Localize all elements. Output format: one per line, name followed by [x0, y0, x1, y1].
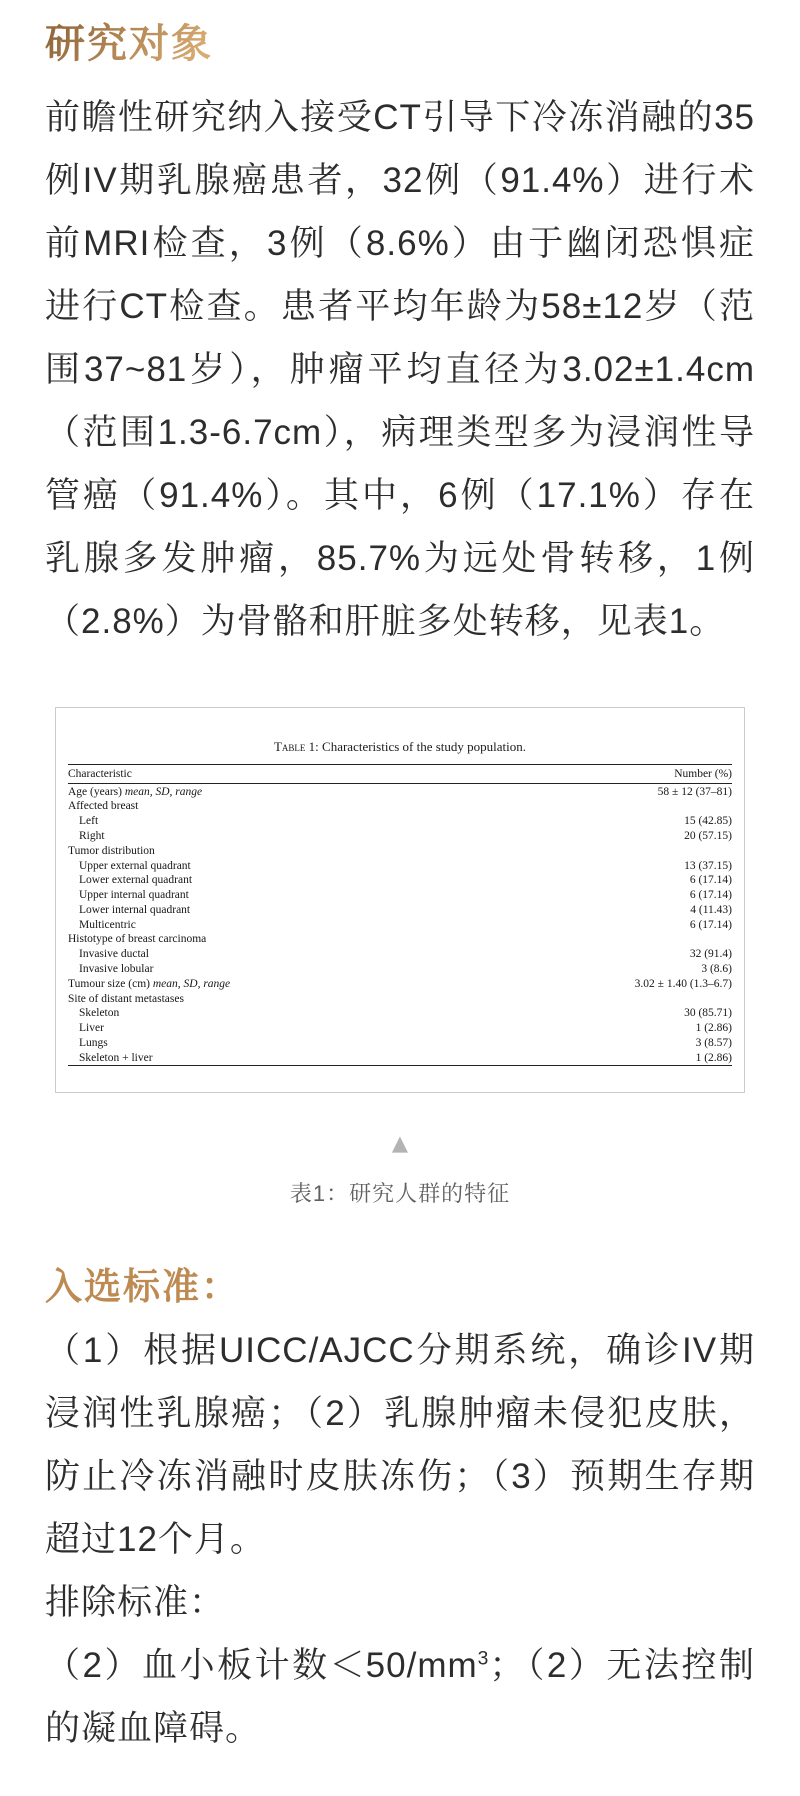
row-value: 20 (57.15): [684, 829, 732, 842]
row-value: 32 (91.4): [689, 948, 732, 961]
row-value: 4 (11.43): [690, 903, 732, 916]
row-value: 6 (17.14): [689, 889, 732, 902]
row-value: 30 (85.71): [684, 1007, 732, 1020]
table-row: [68, 1050, 732, 1065]
row-label: Liver: [79, 1022, 104, 1035]
table-row: [68, 1006, 732, 1021]
row-label: Skeleton: [79, 1007, 120, 1020]
row-label: Left: [79, 815, 99, 828]
table-row: [68, 784, 732, 799]
row-label: Upper internal quadrant: [79, 889, 189, 902]
row-value: [483, 799, 732, 814]
row-value: 3.02 ± 1.40 (1.3–6.7): [634, 977, 732, 990]
table-row: [68, 873, 732, 888]
paragraph-study-population: 前瞻性研究纳入接受CT引导下冷冻消融的35例IV期乳腺癌患者，32例（91.4%）进行术前MRI检查，3例（8.6%）由于幽闭恐惧症进行CT检查。患者平均年龄为58±12岁（范围37~81岁），肿瘤平均直径为3.02±1.4cm（范围1.3-6.7cm），病理类型多为浸润性导管癌（91.4%）。其中，6例（17.1%）存在乳腺多发肿瘤，85.7%为远处骨转移，1例（2.8%）为骨骼和肝脏多处转移，见表1。: [45, 98, 755, 641]
table-row: [68, 962, 732, 977]
column-header-characteristic: Characteristic: [68, 765, 483, 784]
row-label: Invasive ductal: [79, 948, 149, 961]
row-value: [483, 932, 732, 947]
table-row: [68, 888, 732, 903]
row-label: Lower external quadrant: [79, 874, 193, 887]
table-row: [68, 814, 732, 829]
section-title-inclusion-criteria: 入选标准：: [45, 1266, 240, 1308]
row-value: 1 (2.86): [483, 1050, 732, 1065]
row-label: Age (years) mean, SD, range: [68, 785, 203, 798]
table-title-text: Characteristics of the study population.: [322, 739, 527, 754]
row-label: Tumor distribution: [68, 844, 155, 857]
study-population-table: [68, 764, 732, 1066]
row-label: Histotype of breast carcinoma: [68, 933, 207, 946]
table-row: [68, 977, 732, 992]
table-row: [68, 947, 732, 962]
exclusion-item-text: （2）血小板计数＜50/mm: [45, 1646, 478, 1686]
table-title-label: Table 1:: [273, 739, 319, 754]
exclusion-superscript: 3: [477, 1648, 490, 1670]
row-value: [483, 844, 732, 859]
row-label: Upper external quadrant: [79, 859, 191, 872]
row-value: [483, 991, 732, 1006]
paragraph-exclusion-criteria-title: 排除标准：: [45, 1583, 226, 1623]
row-value: 13 (37.15): [684, 859, 732, 872]
section-title-study-subjects: [45, 20, 755, 68]
table-figure-card: [55, 707, 745, 1093]
table-row: [68, 932, 732, 947]
row-value: 6 (17.14): [689, 918, 732, 931]
row-value: 3 (8.6): [701, 962, 732, 975]
table-title: [68, 738, 732, 755]
table-row: [68, 829, 732, 844]
row-label: Affected breast: [68, 800, 139, 813]
table-row: [68, 858, 732, 873]
row-label: Invasive lobular: [79, 962, 154, 975]
row-label: Right: [79, 829, 105, 842]
triangle-up-icon: ▲: [391, 1131, 409, 1156]
section-title-study-subjects-text: 研究对象: [45, 21, 213, 66]
exclusion-item-text-tail: ；（2）无法控制的凝血障碍。: [45, 1646, 756, 1749]
row-value: 1 (2.86): [695, 1022, 732, 1035]
table-row: [68, 1036, 732, 1051]
paragraph-exclusion-criteria: [45, 1634, 755, 1760]
table-row: [68, 1021, 732, 1036]
table-row: [68, 844, 732, 859]
table-row: [68, 917, 732, 932]
row-label: Site of distant metastases: [68, 992, 184, 1005]
row-label: Multicentric: [79, 918, 136, 931]
paragraph-inclusion-criteria: （1）根据UICC/AJCC分期系统，确诊IV期浸润性乳腺癌；（2）乳腺肿瘤未侵犯皮肤，防止冷冻消融时皮肤冻伤；（3）预期生存期超过12个月。: [45, 1331, 755, 1560]
table-body: [68, 784, 732, 1066]
table-header-row: [68, 765, 732, 784]
row-label: Lungs: [79, 1036, 108, 1049]
column-header-number: Number (%): [483, 765, 732, 784]
row-label: Lower internal quadrant: [79, 903, 191, 916]
table-row: [68, 799, 732, 814]
row-label: Tumour size (cm) mean, SD, range: [68, 977, 231, 990]
figure-caption-block: [45, 1133, 755, 1209]
row-value: 3 (8.57): [695, 1036, 732, 1049]
table-row: [68, 991, 732, 1006]
row-value: 15 (42.85): [684, 815, 732, 828]
row-value: 6 (17.14): [689, 874, 732, 887]
table-row: [68, 903, 732, 918]
figure-caption: 表1：研究人群的特征: [289, 1181, 511, 1207]
row-value: 58 ± 12 (37–81): [657, 785, 732, 798]
row-label: Skeleton + liver: [68, 1050, 483, 1065]
